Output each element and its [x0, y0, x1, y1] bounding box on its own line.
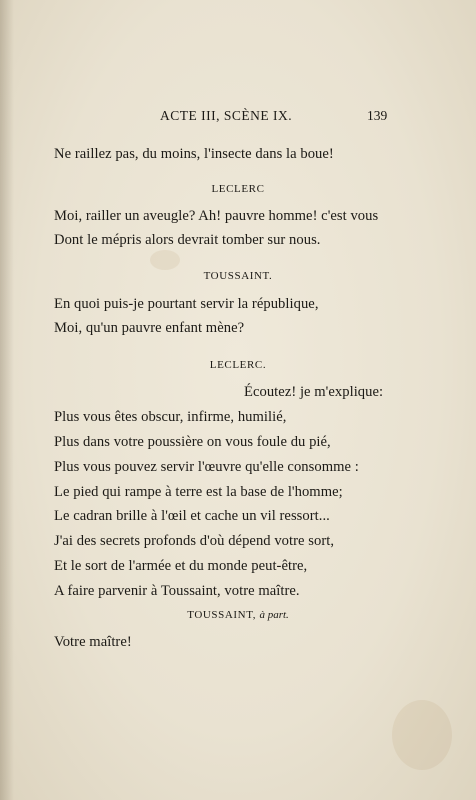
- page-number: 139: [367, 108, 388, 123]
- verse-line: Moi, railler un aveugle? Ah! pauvre homme! c'est vous: [54, 208, 379, 224]
- verse-line: Dont le mépris alors devrait tomber sur nous.: [54, 232, 321, 248]
- verse-line: En quoi puis-je pourtant servir la république,: [54, 296, 319, 312]
- paper-stain: [150, 250, 180, 270]
- speaker-name: LECLERC.: [209, 359, 267, 371]
- running-head: [0, 108, 476, 128]
- verse-line: J'ai des secrets profonds d'où dépend votre sort,: [54, 533, 335, 549]
- verse-line: Le cadran brille à l'œil et cache un vil ressort...: [54, 508, 330, 524]
- verse-line: Écoutez! je m'explique:: [244, 384, 384, 400]
- running-title: ACTE III, SCÈNE IX.: [160, 108, 293, 123]
- speaker-name: LECLERC: [211, 183, 265, 195]
- speaker-name: [0, 609, 476, 621]
- verse-line: Votre maître!: [54, 634, 132, 650]
- speaker-label: TOUSSAINT,: [187, 609, 257, 621]
- verse-line: Plus vous êtes obscur, infirme, humilié,: [54, 409, 287, 425]
- verse-line: Et le sort de l'armée et du monde peut-être,: [54, 558, 308, 574]
- verse-line: Le pied qui rampe à terre est la base de l'homme;: [54, 484, 343, 500]
- stage-direction: à part.: [259, 609, 289, 621]
- paper-stain: [392, 700, 452, 770]
- speaker-name: TOUSSAINT.: [203, 270, 273, 282]
- verse-line: Ne raillez pas, du moins, l'insecte dans la boue!: [54, 146, 334, 162]
- verse-line: Plus vous pouvez servir l'œuvre qu'elle consomme :: [54, 459, 359, 475]
- verse-line: Plus dans votre poussière on vous foule du pié,: [54, 434, 331, 450]
- verse-line: A faire parvenir à Toussaint, votre maître.: [54, 583, 300, 599]
- verse-line: Moi, qu'un pauvre enfant mène?: [54, 320, 245, 336]
